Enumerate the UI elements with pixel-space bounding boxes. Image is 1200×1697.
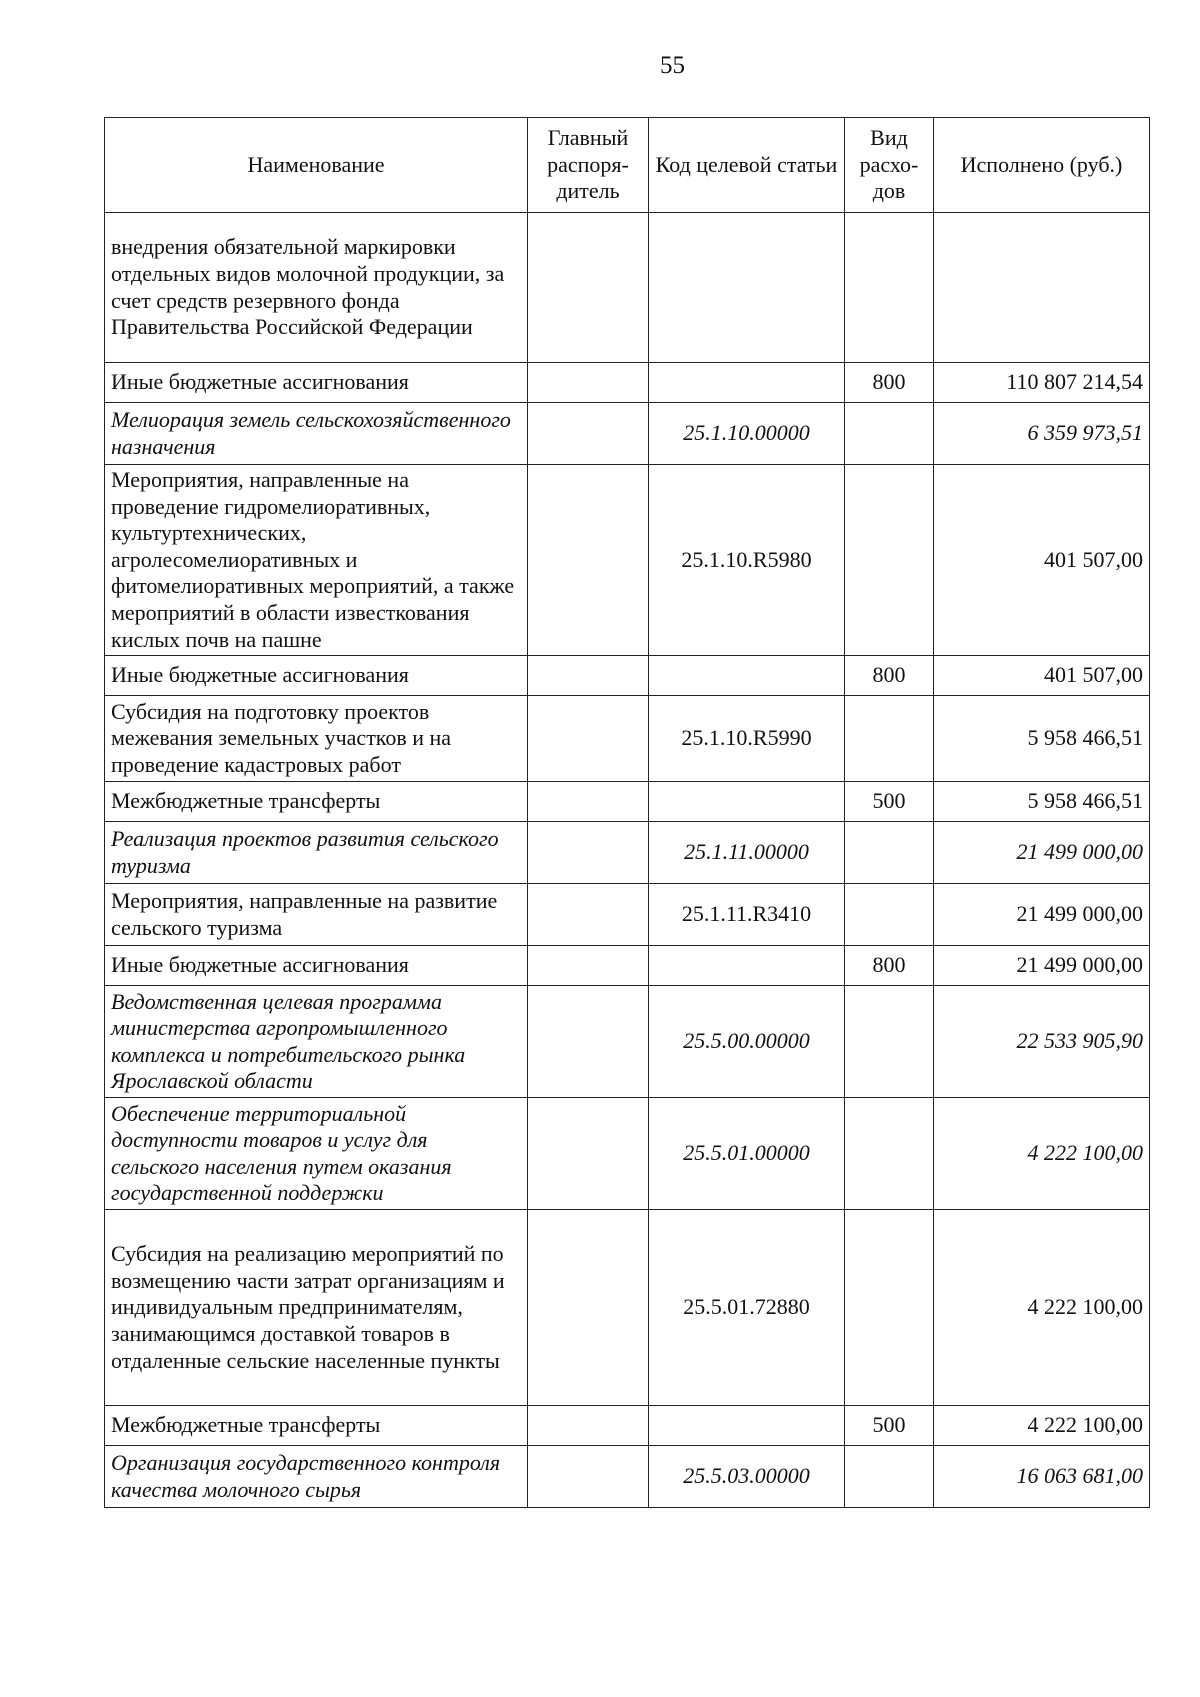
cell-amount: 6 359 973,51 xyxy=(934,403,1150,465)
cell-code xyxy=(649,363,845,403)
cell-kind xyxy=(845,465,934,656)
cell-code: 25.5.00.00000 xyxy=(649,986,845,1098)
cell-kind xyxy=(845,696,934,782)
table-row xyxy=(105,403,1150,465)
cell-admin xyxy=(528,1210,649,1406)
header-admin: Главный распоря-дитель xyxy=(528,118,649,213)
cell-code xyxy=(649,782,845,822)
cell-kind xyxy=(845,1210,934,1406)
budget-table xyxy=(104,117,1150,1508)
cell-admin xyxy=(528,1098,649,1210)
cell-amount: 4 222 100,00 xyxy=(934,1210,1150,1406)
cell-kind: 800 xyxy=(845,656,934,696)
cell-admin xyxy=(528,1406,649,1446)
cell-admin xyxy=(528,363,649,403)
cell-amount: 110 807 214,54 xyxy=(934,363,1150,403)
cell-name: Иные бюджетные ассигнования xyxy=(105,656,528,696)
cell-amount: 21 499 000,00 xyxy=(934,946,1150,986)
cell-name: Ведомственная целевая программа министерства агропромышленного комплекса и потребительского рынка Ярославской области xyxy=(105,986,528,1098)
cell-name: Обеспечение территориальной доступности товаров и услуг для сельского населения путем оказания государственной поддержки xyxy=(105,1098,528,1210)
cell-kind xyxy=(845,1098,934,1210)
table-row xyxy=(105,822,1150,884)
cell-code: 25.1.11.00000 xyxy=(649,822,845,884)
cell-amount: 401 507,00 xyxy=(934,465,1150,656)
header-kind: Вид расхо-дов xyxy=(845,118,934,213)
cell-code: 25.1.11.R3410 xyxy=(649,884,845,946)
cell-code xyxy=(649,656,845,696)
cell-kind xyxy=(845,884,934,946)
cell-code: 25.1.10.R5990 xyxy=(649,696,845,782)
cell-kind: 500 xyxy=(845,1406,934,1446)
cell-name: Иные бюджетные ассигнования xyxy=(105,363,528,403)
page-number: 55 xyxy=(660,52,685,79)
cell-code: 25.5.01.00000 xyxy=(649,1098,845,1210)
cell-code: 25.5.03.00000 xyxy=(649,1446,845,1508)
cell-amount xyxy=(934,213,1150,363)
table-row xyxy=(105,946,1150,986)
cell-kind xyxy=(845,822,934,884)
cell-admin xyxy=(528,213,649,363)
table-row xyxy=(105,213,1150,363)
cell-amount: 5 958 466,51 xyxy=(934,696,1150,782)
header-name: Наименование xyxy=(105,118,528,213)
cell-kind xyxy=(845,213,934,363)
cell-name: Мероприятия, направленные на развитие сельского туризма xyxy=(105,884,528,946)
cell-amount: 401 507,00 xyxy=(934,656,1150,696)
cell-code xyxy=(649,1406,845,1446)
table-row xyxy=(105,884,1150,946)
cell-admin xyxy=(528,1446,649,1508)
cell-name: Мероприятия, направленные на проведение гидромелиоративных, культуртехнических, агролесомелиоративных и фитомелиоративных мероприятий, а также мероприятий в области известкования кислых почв на пашне xyxy=(105,465,528,656)
cell-amount: 4 222 100,00 xyxy=(934,1098,1150,1210)
cell-kind xyxy=(845,986,934,1098)
cell-admin xyxy=(528,656,649,696)
cell-amount: 22 533 905,90 xyxy=(934,986,1150,1098)
table-row xyxy=(105,986,1150,1098)
header-amount: Исполнено (руб.) xyxy=(934,118,1150,213)
cell-name: Реализация проектов развития сельского туризма xyxy=(105,822,528,884)
cell-code xyxy=(649,213,845,363)
table-row xyxy=(105,465,1150,656)
cell-admin xyxy=(528,403,649,465)
cell-name: внедрения обязательной маркировки отдельных видов молочной продукции, за счет средств резервного фонда Правительства Российской Федерации xyxy=(105,213,528,363)
cell-name: Иные бюджетные ассигнования xyxy=(105,946,528,986)
cell-code: 25.1.10.00000 xyxy=(649,403,845,465)
table-row xyxy=(105,696,1150,782)
table-row xyxy=(105,1446,1150,1508)
cell-amount: 4 222 100,00 xyxy=(934,1406,1150,1446)
cell-name: Организация государственного контроля качества молочного сырья xyxy=(105,1446,528,1508)
cell-amount: 5 958 466,51 xyxy=(934,782,1150,822)
cell-name: Субсидия на подготовку проектов межевания земельных участков и на проведение кадастровых работ xyxy=(105,696,528,782)
table-row xyxy=(105,782,1150,822)
cell-code xyxy=(649,946,845,986)
cell-kind: 500 xyxy=(845,782,934,822)
cell-admin xyxy=(528,986,649,1098)
cell-admin xyxy=(528,946,649,986)
table-row xyxy=(105,1406,1150,1446)
table-header-row xyxy=(105,118,1150,213)
cell-code: 25.1.10.R5980 xyxy=(649,465,845,656)
cell-name: Межбюджетные трансферты xyxy=(105,782,528,822)
header-code: Код целевой статьи xyxy=(649,118,845,213)
table-body xyxy=(105,213,1150,1508)
cell-admin xyxy=(528,822,649,884)
cell-admin xyxy=(528,782,649,822)
cell-admin xyxy=(528,696,649,782)
table-row xyxy=(105,363,1150,403)
cell-amount: 16 063 681,00 xyxy=(934,1446,1150,1508)
cell-kind: 800 xyxy=(845,946,934,986)
cell-name: Мелиорация земель сельскохозяйственного назначения xyxy=(105,403,528,465)
cell-admin xyxy=(528,884,649,946)
cell-admin xyxy=(528,465,649,656)
cell-kind xyxy=(845,403,934,465)
cell-amount: 21 499 000,00 xyxy=(934,822,1150,884)
cell-amount: 21 499 000,00 xyxy=(934,884,1150,946)
cell-name: Межбюджетные трансферты xyxy=(105,1406,528,1446)
cell-name: Субсидия на реализацию мероприятий по возмещению части затрат организациям и индивидуальным предпринимателям, занимающимся доставкой товаров в отдаленные сельские населенные пункты xyxy=(105,1210,528,1406)
cell-kind xyxy=(845,1446,934,1508)
table-row xyxy=(105,656,1150,696)
table-row xyxy=(105,1210,1150,1406)
cell-kind: 800 xyxy=(845,363,934,403)
cell-code: 25.5.01.72880 xyxy=(649,1210,845,1406)
table-row xyxy=(105,1098,1150,1210)
